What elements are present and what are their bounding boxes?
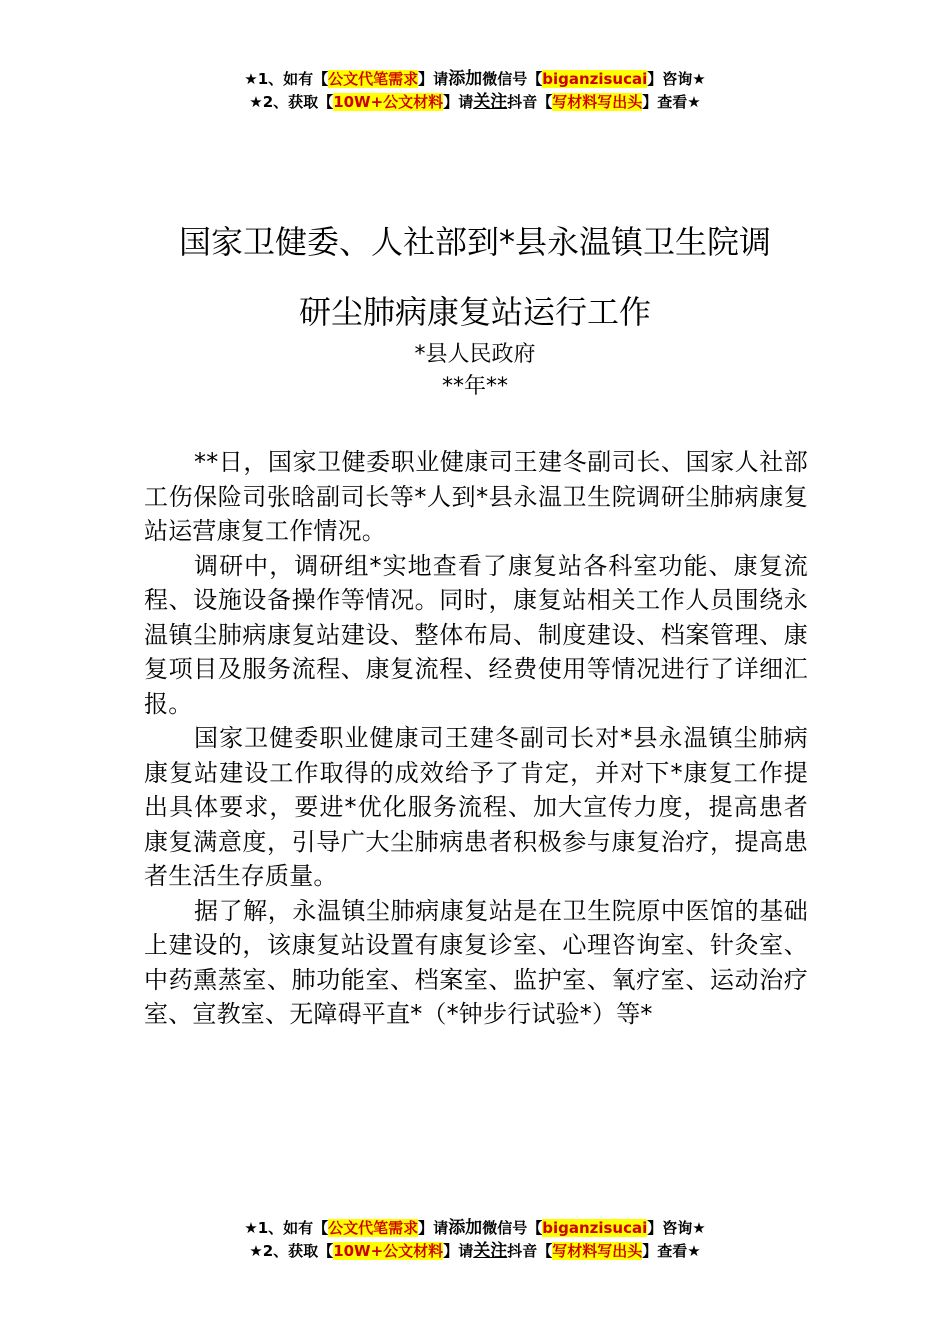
banner-line-1: ★1、如有【公文代笔需求】请添加微信号【biganzisucai】咨询★ <box>244 69 706 89</box>
top-banner <box>0 68 950 114</box>
document-date: **年** <box>441 374 508 399</box>
document-body <box>144 445 808 1032</box>
paragraph: 国家卫健委职业健康司王建冬副司长对*县永温镇尘肺病康复站建设工作取得的成效给予了肯定，并对下*康复工作提出具体要求，要进*优化服务流程、加大宣传力度，提高患者康复满意度，引导广大尘肺病患者积极参与康复治疗，提高患者生活生存质量。 <box>144 724 808 890</box>
title-line-2: 研尘肺病康复站运行工作 <box>298 293 651 331</box>
banner-highlight-douyin-account: 写材料写出头 <box>552 1242 643 1260</box>
banner-highlight-wechat-id: biganzisucai <box>542 1219 648 1237</box>
banner-highlight-service: 公文代笔需求 <box>328 1219 419 1237</box>
document-author: *县人民政府 <box>414 342 536 367</box>
paragraph: 调研中，调研组*实地查看了康复站各科室功能、康复流程、设施设备操作等情况。同时，康复站相关工作人员围绕永温镇尘肺病康复站建设、整体布局、制度建设、档案管理、康复项目及服务流程、康复流程、经费使用等情况进行了详细汇报。 <box>144 551 808 718</box>
banner-highlight-wechat-id: biganzisucai <box>542 70 648 88</box>
banner-line-2: ★2、获取【10W+公文材料】请关注抖音【写材料写出头】查看★ <box>249 1241 701 1261</box>
bottom-banner <box>0 1217 950 1263</box>
banner-line-1: ★1、如有【公文代笔需求】请添加微信号【biganzisucai】咨询★ <box>244 1218 706 1238</box>
title-line-1: 国家卫健委、人社部到*县永温镇卫生院调 <box>178 223 771 261</box>
banner-highlight-service: 公文代笔需求 <box>328 70 419 88</box>
document-title <box>100 207 850 347</box>
banner-highlight-materials: 10W+公文材料 <box>333 93 444 111</box>
paragraph: **日，国家卫健委职业健康司王建冬副司长、国家人社部工伤保险司张晗副司长等*人到*县永温卫生院调研尘肺病康复站运营康复工作情况。 <box>144 448 808 545</box>
banner-highlight-materials: 10W+公文材料 <box>333 1242 444 1260</box>
banner-line-2: ★2、获取【10W+公文材料】请关注抖音【写材料写出头】查看★ <box>249 92 701 112</box>
banner-highlight-douyin-account: 写材料写出头 <box>552 93 643 111</box>
paragraph: 据了解，永温镇尘肺病康复站是在卫生院原中医馆的基础上建设的，该康复站设置有康复诊室、心理咨询室、针灸室、中药熏蒸室、肺功能室、档案室、监护室、氧疗室、运动治疗室、宣教室、无障碍平直*（*钟步行试验*）等* <box>144 896 808 1028</box>
